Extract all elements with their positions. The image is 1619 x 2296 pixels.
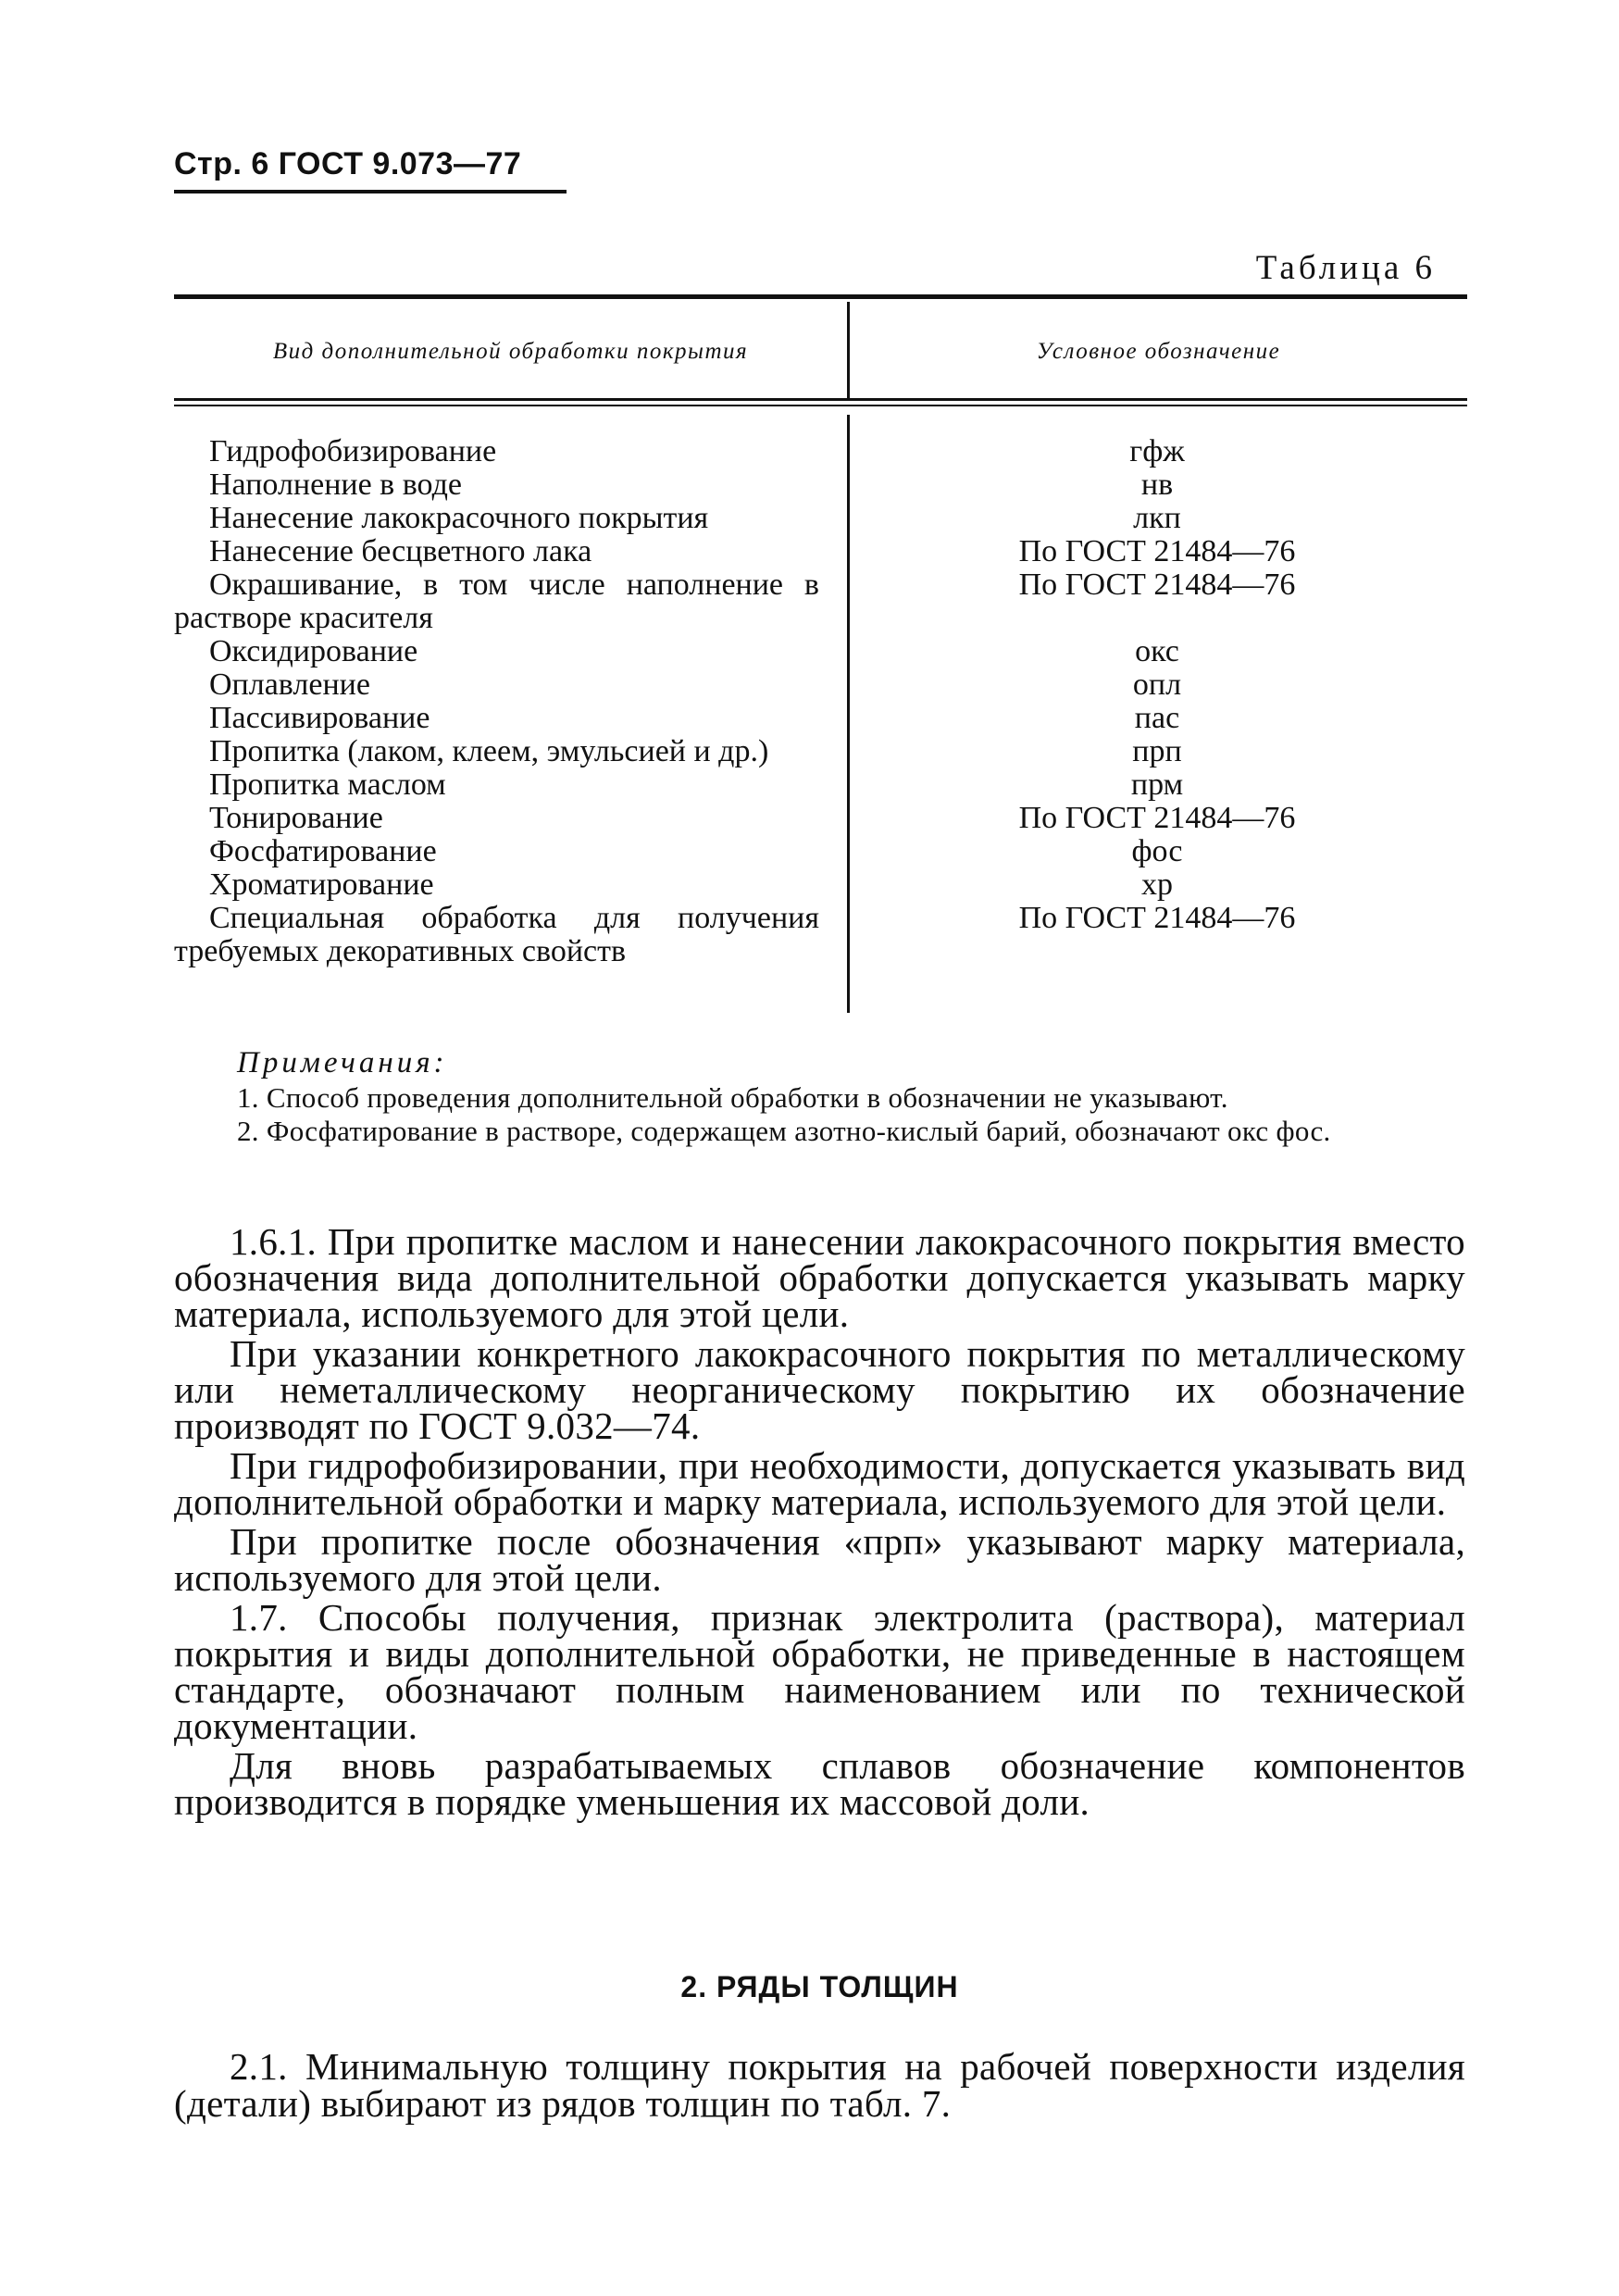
- table-row: [174, 702, 1467, 735]
- table-row: [174, 502, 1467, 535]
- table-caption: Таблица 6: [1255, 249, 1436, 287]
- paragraph: 1.6.1. При пропитке маслом и нанесении лакокрасочного покрытия вместо обозначения вида дополнительной обработки допускается указывать марку материала, используемого для этой цели.: [174, 1220, 1465, 1335]
- table-row: [174, 868, 1467, 902]
- treatment-code: гфж: [1129, 434, 1185, 468]
- table-row: [174, 835, 1467, 868]
- treatment-code: прп: [1132, 734, 1182, 768]
- treatment-name: Пассивирование: [209, 701, 430, 735]
- table-row: [174, 435, 1467, 468]
- table-notes: [174, 1046, 1465, 1148]
- treatment-code: хр: [1141, 867, 1173, 902]
- table-header-rule: [174, 398, 1467, 401]
- note-item: 2. Фосфатирование в растворе, содержащем азотно-кислый барий, обозначают окс фос.: [237, 1115, 1331, 1147]
- treatment-name: Нанесение бесцветного лака: [209, 534, 592, 568]
- treatment-name: Оксидирование: [209, 634, 418, 668]
- treatment-name: Нанесение лакокрасочного покрытия: [209, 501, 709, 535]
- treatment-code: опл: [1132, 668, 1182, 702]
- table-row: [174, 468, 1467, 502]
- treatment-code: нв: [1140, 468, 1174, 502]
- paragraph: При указании конкретного лакокрасочного покрытия по металлическому или неметаллическому неорганическому покрытию их обозначение производят по ГОСТ 9.032—74.: [174, 1332, 1465, 1447]
- notes-title: Примечания:: [237, 1046, 448, 1079]
- treatment-code: пас: [1134, 701, 1180, 735]
- table-row: [174, 735, 1467, 768]
- paragraph: При гидрофобизировании, при необходимости, допускается указывать вид дополнительной обработки и марку материала, используемого для этой цели.: [174, 1444, 1465, 1523]
- section-heading: 2. РЯДЫ ТОЛЩИН: [680, 1970, 959, 2003]
- table-row: [174, 635, 1467, 668]
- treatment-code: По ГОСТ 21484—76: [1018, 534, 1296, 568]
- column-header-treatment: Вид дополнительной обработки покрытия: [272, 339, 749, 364]
- table-row: [174, 802, 1467, 835]
- table-row: [174, 902, 1467, 968]
- treatment-code: По ГОСТ 21484—76: [1018, 801, 1296, 835]
- treatment-code: По ГОСТ 21484—76: [1018, 901, 1296, 935]
- column-header-designation: Условное обозначение: [1036, 339, 1281, 364]
- table-top-rule: [174, 294, 1467, 299]
- table-row: [174, 535, 1467, 568]
- paragraph: При пропитке после обозначения «прп» указывают марку материала, используемого для этой цели.: [174, 1520, 1465, 1599]
- paragraph: 2.1. Минимальную толщину покрытия на рабочей поверхности изделия (детали) выбирают из рядов толщин по табл. 7.: [174, 2045, 1465, 2125]
- page-header: Стр. 6 ГОСТ 9.073—77: [174, 146, 567, 193]
- table-row: [174, 768, 1467, 802]
- treatment-name: Окрашивание, в том числе наполнение в растворе красителя: [174, 568, 819, 635]
- treatment-name: Пропитка (лаком, клеем, эмульсией и др.): [209, 734, 769, 768]
- treatment-code: По ГОСТ 21484—76: [1018, 568, 1296, 602]
- designation-table: [174, 294, 1467, 1013]
- treatment-name: Специальная обработка для получения требуемых декоративных свойств: [174, 901, 819, 968]
- treatment-code: лкп: [1133, 501, 1181, 535]
- paragraph: Для вновь разрабатываемых сплавов обозначение компонентов производится в порядке уменьшения их массовой доли.: [174, 1744, 1465, 1823]
- treatment-name: Наполнение в воде: [209, 468, 462, 502]
- table-header-rule-double: [174, 405, 1467, 406]
- table-body: [174, 435, 1467, 968]
- treatment-code: прм: [1130, 767, 1184, 802]
- note-item: 1. Способ проведения дополнительной обработки в обозначении не указывают.: [237, 1081, 1228, 1114]
- table-row: [174, 668, 1467, 702]
- treatment-name: Хроматирование: [209, 867, 434, 902]
- paragraph: 1.7. Способы получения, признак электролита (раствора), материал покрытия и виды дополнительной обработки, не приведенные в настоящем стандарте, обозначают полным наименованием или по технической документации.: [174, 1596, 1465, 1747]
- table-row: [174, 568, 1467, 635]
- treatment-name: Пропитка маслом: [209, 767, 446, 802]
- body-text: [174, 1220, 1465, 1824]
- treatment-name: Фосфатирование: [209, 834, 437, 868]
- treatment-name: Оплавление: [209, 668, 370, 702]
- treatment-code: фос: [1131, 834, 1183, 868]
- section-paragraph: [174, 2045, 1465, 2126]
- treatment-code: окс: [1135, 634, 1179, 668]
- treatment-name: Гидрофобизирование: [209, 434, 497, 468]
- treatment-name: Тонирование: [209, 801, 383, 835]
